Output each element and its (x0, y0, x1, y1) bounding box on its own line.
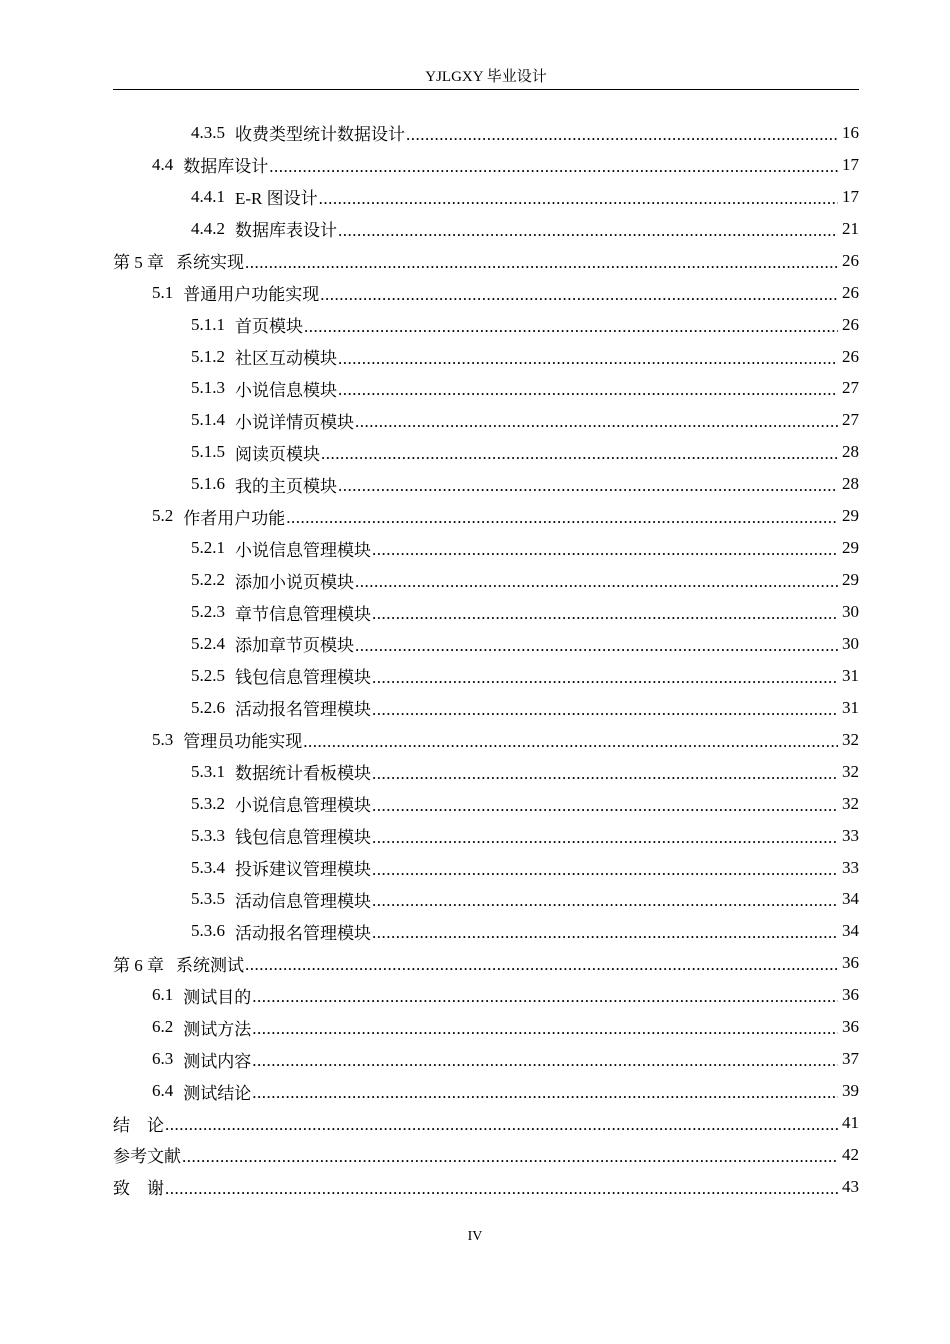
toc-entry[interactable] (113, 213, 859, 245)
toc-entry-title: 首页模块 (235, 317, 303, 337)
page-footer (0, 1229, 950, 1245)
toc-entry[interactable] (113, 149, 859, 181)
dot-leader (320, 286, 838, 309)
dot-leader (338, 381, 838, 404)
toc-entry-title: 我的主页模块 (235, 476, 337, 496)
dot-leader (355, 413, 838, 436)
toc-entry-page: 34 (842, 921, 859, 941)
toc-entry-title: 添加小说页模块 (235, 572, 354, 592)
dot-leader (372, 861, 838, 884)
toc-entry-title: 作者用户功能 (183, 508, 286, 528)
toc-entry[interactable] (113, 915, 859, 947)
toc-entry-title: 系统实现 (176, 253, 244, 273)
toc-entry-page: 29 (842, 506, 859, 526)
toc-entry-page: 37 (842, 1049, 859, 1069)
dot-leader (372, 924, 838, 947)
table-of-contents (113, 117, 859, 1203)
dot-leader (372, 797, 838, 820)
toc-entry-page: 28 (842, 442, 859, 462)
toc-entry-number: 第 5 章 (113, 253, 164, 273)
toc-entry-page: 26 (842, 314, 859, 334)
toc-entry-title: 数据库表设计 (235, 221, 337, 241)
toc-entry-title: E-R 图设计 (235, 189, 318, 209)
toc-entry-title: 活动报名管理模块 (235, 923, 371, 943)
toc-entry-page: 26 (842, 346, 859, 366)
page-header (113, 66, 859, 90)
dot-leader (406, 126, 838, 149)
toc-entry[interactable] (113, 309, 859, 341)
toc-entry-page: 33 (842, 825, 859, 845)
toc-entry-page: 16 (842, 122, 859, 142)
dot-leader (338, 222, 838, 245)
dot-leader (252, 1084, 838, 1107)
toc-entry-title: 数据库设计 (183, 157, 269, 177)
header-title: YJLGXY 毕业设计 (425, 69, 547, 85)
toc-entry[interactable] (113, 532, 859, 564)
toc-entry-number: 5.3.6 (191, 921, 225, 941)
toc-entry-page: 39 (842, 1081, 859, 1101)
toc-entry-number: 5.2.2 (191, 570, 225, 590)
toc-entry-number: 6.3 (152, 1049, 174, 1069)
toc-entry-title: 管理员功能实现 (183, 732, 303, 752)
toc-entry-page: 26 (842, 250, 859, 270)
dot-leader (321, 445, 838, 468)
toc-entry[interactable] (113, 979, 859, 1011)
toc-entry[interactable] (113, 1011, 859, 1043)
toc-entry-page: 36 (842, 985, 859, 1005)
dot-leader (319, 190, 838, 213)
dot-leader (286, 509, 838, 532)
toc-entry-title: 阅读页模块 (235, 444, 320, 464)
dot-leader (355, 573, 838, 596)
toc-entry[interactable] (113, 1171, 859, 1203)
toc-entry[interactable] (113, 852, 859, 884)
toc-entry[interactable] (113, 947, 859, 979)
toc-entry[interactable] (113, 181, 859, 213)
toc-entry[interactable] (113, 373, 859, 405)
toc-entry-number: 5.1.3 (191, 378, 225, 398)
dot-leader (165, 1116, 838, 1139)
dot-leader (372, 669, 838, 692)
toc-entry-number: 5.2.1 (191, 538, 225, 558)
toc-entry[interactable] (113, 628, 859, 660)
toc-entry-page: 28 (842, 474, 859, 494)
toc-entry-title: 数据统计看板模块 (235, 764, 371, 784)
dot-leader (303, 733, 838, 756)
toc-entry-title: 章节信息管理模块 (235, 604, 371, 624)
toc-entry[interactable] (113, 1075, 859, 1107)
toc-entry[interactable] (113, 1139, 859, 1171)
toc-entry-page: 36 (842, 953, 859, 973)
toc-entry-number: 5.1.2 (191, 346, 225, 366)
toc-entry-number: 第 6 章 (113, 955, 164, 975)
dot-leader (252, 988, 838, 1011)
toc-entry-title: 活动信息管理模块 (235, 891, 371, 911)
dot-leader (372, 765, 838, 788)
toc-entry[interactable] (113, 564, 859, 596)
toc-entry-page: 17 (842, 186, 859, 206)
dot-leader (338, 477, 838, 500)
toc-entry-page: 34 (842, 889, 859, 909)
toc-entry-page: 21 (842, 218, 859, 238)
toc-entry-page: 30 (842, 602, 859, 622)
toc-entry[interactable] (113, 820, 859, 852)
toc-entry-number: 4.4.2 (191, 218, 225, 238)
toc-entry-title: 投诉建议管理模块 (235, 860, 371, 880)
toc-entry-title: 测试目的 (183, 987, 252, 1007)
dot-leader (372, 541, 838, 564)
toc-entry-title: 结 论 (113, 1115, 164, 1135)
toc-entry-number: 5.3.4 (191, 857, 225, 877)
toc-entry-number: 5.3 (152, 729, 174, 749)
dot-leader (338, 350, 838, 373)
toc-entry-title: 普通用户功能实现 (183, 285, 320, 305)
toc-entry-number: 5.1 (152, 282, 174, 302)
page-number: IV (467, 1229, 483, 1244)
toc-entry[interactable] (113, 660, 859, 692)
toc-entry-page: 27 (842, 410, 859, 430)
toc-entry-page: 41 (842, 1113, 859, 1133)
toc-entry-number: 5.1.6 (191, 474, 225, 494)
toc-entry[interactable] (113, 884, 859, 916)
toc-entry-number: 5.2 (152, 506, 174, 526)
toc-entry-page: 31 (842, 665, 859, 685)
dot-leader (355, 637, 838, 660)
toc-entry-number: 6.1 (152, 985, 174, 1005)
toc-entry-number: 5.1.1 (191, 314, 225, 334)
dot-leader (182, 1148, 838, 1171)
dot-leader (269, 158, 838, 181)
toc-entry-page: 42 (842, 1144, 859, 1164)
toc-entry[interactable] (113, 596, 859, 628)
toc-entry[interactable] (113, 404, 859, 436)
dot-leader (245, 254, 838, 277)
toc-entry-number: 6.2 (152, 1017, 174, 1037)
toc-entry-number: 6.4 (152, 1081, 174, 1101)
toc-entry[interactable] (113, 1043, 859, 1075)
toc-entry-page: 33 (842, 857, 859, 877)
toc-entry[interactable] (113, 788, 859, 820)
toc-entry-title: 钱包信息管理模块 (235, 828, 371, 848)
toc-entry[interactable] (113, 1107, 859, 1139)
dot-leader (372, 605, 838, 628)
toc-entry-number: 5.2.6 (191, 697, 225, 717)
toc-entry[interactable] (113, 436, 859, 468)
toc-entry-number: 5.3.2 (191, 793, 225, 813)
toc-entry-title: 钱包信息管理模块 (235, 668, 371, 688)
toc-entry-page: 32 (842, 793, 859, 813)
toc-entry-title: 社区互动模块 (235, 349, 337, 369)
toc-entry-title: 收费类型统计数据设计 (235, 125, 405, 145)
toc-entry-page: 32 (842, 761, 859, 781)
toc-entry[interactable] (113, 277, 859, 309)
toc-entry[interactable] (113, 756, 859, 788)
dot-leader (165, 1180, 838, 1203)
toc-entry-title: 测试方法 (183, 1019, 252, 1039)
toc-entry[interactable] (113, 692, 859, 724)
toc-entry-number: 5.3.1 (191, 761, 225, 781)
toc-entry-page: 26 (842, 282, 859, 302)
toc-entry-title: 小说信息管理模块 (235, 796, 371, 816)
toc-entry-page: 43 (842, 1176, 859, 1196)
toc-entry-number: 4.3.5 (191, 122, 225, 142)
toc-entry-title: 小说详情页模块 (235, 412, 354, 432)
toc-entry-number: 5.1.5 (191, 442, 225, 462)
toc-entry-title: 致 谢 (113, 1179, 164, 1199)
toc-entry-page: 17 (842, 154, 859, 174)
toc-entry[interactable] (113, 724, 859, 756)
toc-entry-page: 27 (842, 378, 859, 398)
toc-entry[interactable] (113, 341, 859, 373)
toc-entry[interactable] (113, 245, 859, 277)
toc-entry-page: 32 (842, 729, 859, 749)
toc-entry-title: 参考文献 (113, 1147, 181, 1167)
dot-leader (372, 829, 838, 852)
toc-entry-title: 测试内容 (183, 1051, 252, 1071)
toc-entry[interactable] (113, 468, 859, 500)
toc-entry[interactable] (113, 117, 859, 149)
toc-entry-page: 29 (842, 538, 859, 558)
toc-entry-page: 31 (842, 697, 859, 717)
dot-leader (304, 318, 838, 341)
dot-leader (252, 1020, 838, 1043)
dot-leader (372, 701, 838, 724)
toc-entry-number: 5.2.3 (191, 602, 225, 622)
toc-entry-number: 5.1.4 (191, 410, 225, 430)
dot-leader (245, 956, 838, 979)
toc-entry-number: 5.2.4 (191, 633, 225, 653)
toc-entry-title: 系统测试 (176, 955, 244, 975)
toc-entry-number: 4.4 (152, 154, 174, 174)
toc-entry-number: 5.3.5 (191, 889, 225, 909)
toc-entry-number: 4.4.1 (191, 186, 225, 206)
toc-entry[interactable] (113, 500, 859, 532)
toc-entry-page: 29 (842, 570, 859, 590)
dot-leader (372, 892, 838, 915)
toc-entry-title: 小说信息管理模块 (235, 540, 371, 560)
toc-entry-title: 测试结论 (183, 1083, 252, 1103)
toc-entry-title: 添加章节页模块 (235, 636, 354, 656)
toc-entry-title: 活动报名管理模块 (235, 700, 371, 720)
toc-entry-number: 5.3.3 (191, 825, 225, 845)
dot-leader (252, 1052, 838, 1075)
toc-entry-title: 小说信息模块 (235, 380, 337, 400)
toc-entry-page: 30 (842, 633, 859, 653)
toc-entry-number: 5.2.5 (191, 665, 225, 685)
toc-entry-page: 36 (842, 1017, 859, 1037)
